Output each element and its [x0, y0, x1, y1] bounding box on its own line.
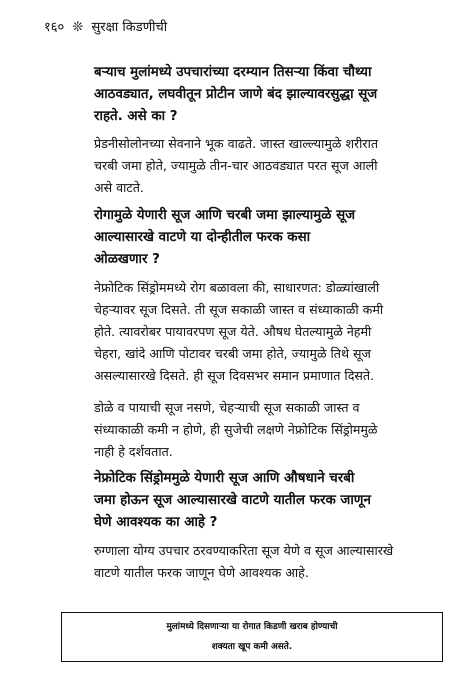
answer-4 — [94, 540, 450, 584]
answer-line: रुग्णाला योग्य उपचार ठरवण्याकरिता सूज येणे व सूज आल्यासारखे — [94, 543, 394, 558]
answer-line: असे वाटते. — [94, 180, 144, 195]
question-line: ओळखणार ? — [94, 252, 160, 267]
question-line: आठवड्यात, लघवीतून प्रोटीन जाणे बंद झाल्यावरसुद्धा सूज — [94, 87, 378, 102]
question-line: आल्यासारखे वाटणे या दोन्हीतील फरक कसा — [94, 230, 311, 245]
callout-line: मुलांमध्ये दिसणाऱ्या या रोगात किडणी खराब होण्याची — [166, 622, 338, 632]
question-3 — [94, 468, 446, 534]
question-line: नेफ्रोटिक सिंड्रोममुळे येणारी सूज आणि औषधाने चरबी — [94, 471, 355, 486]
question-1 — [94, 62, 446, 128]
answer-line: संध्याकाळी कमी न होणे, ही सुजेची लक्षणे नेफ्रोटिक सिंड्रोममुळे — [94, 422, 378, 437]
question-line: रोगामुळे येणारी सूज आणि चरबी जमा झाल्यामुळे सूज — [94, 208, 356, 223]
page-header — [44, 20, 167, 36]
answer-2 — [94, 277, 450, 387]
running-title: सुरक्षा किडणीची — [91, 20, 168, 35]
question-2 — [94, 205, 446, 271]
answer-line: नाही हे दर्शवतात. — [94, 444, 173, 459]
answer-line: चेहरा, खांदे आणि पोटावर चरबी जमा होते, ज्यामुळे तिथे सूज — [94, 346, 371, 361]
answer-line: डोळे व पायाची सूज नसणे, चेहऱ्याची सूज सकाळी जास्त व — [94, 400, 360, 415]
question-line: राहते. असे का ? — [94, 109, 178, 124]
answer-line: नेफ्रोटिक सिंड्रोममध्ये रोग बळावला की, साधारणत: डोळ्यांखाली — [94, 280, 380, 295]
page-number: १६० — [44, 20, 65, 35]
question-line: घेणे आवश्यक का आहे ? — [94, 515, 218, 530]
callout-line: शक्यता खूप कमी असते. — [211, 642, 293, 652]
answer-line: असल्यासारखे दिसते. ही सूज दिवसभर समान प्रमाणात दिसते. — [94, 368, 375, 383]
answer-line: वाटणे यातील फरक जाणून घेणे आवश्यक आहे. — [94, 565, 309, 580]
answer-line: प्रेडनीसोलोनच्या सेवनाने भूक वाढते. जास्त खाल्ल्यामुळे शरीरात — [94, 136, 379, 151]
answer-line: चेहऱ्यावर सूज दिसते. ती सूज सकाळी जास्त व संध्याकाळी कमी — [94, 302, 384, 317]
flower-ornament-icon: ❊ — [72, 20, 84, 35]
callout-box — [61, 612, 443, 662]
question-line: जमा होऊन सूज आल्यासारखे वाटणे यातील फरक जाणून — [94, 493, 371, 508]
answer-1 — [94, 133, 450, 199]
answer-line: चरबी जमा होते, ज्यामुळे तीन-चार आठवड्यात परत सूज आली — [94, 158, 378, 173]
question-line: बऱ्याच मुलांमध्ये उपचारांच्या दरम्यान तिसऱ्या किंवा चौथ्या — [94, 65, 372, 80]
answer-line: होते. त्यावरोबर पायावरपण सूज येते. औषध घेतल्यामुळे नेहमी — [94, 324, 372, 339]
answer-3 — [94, 397, 450, 463]
